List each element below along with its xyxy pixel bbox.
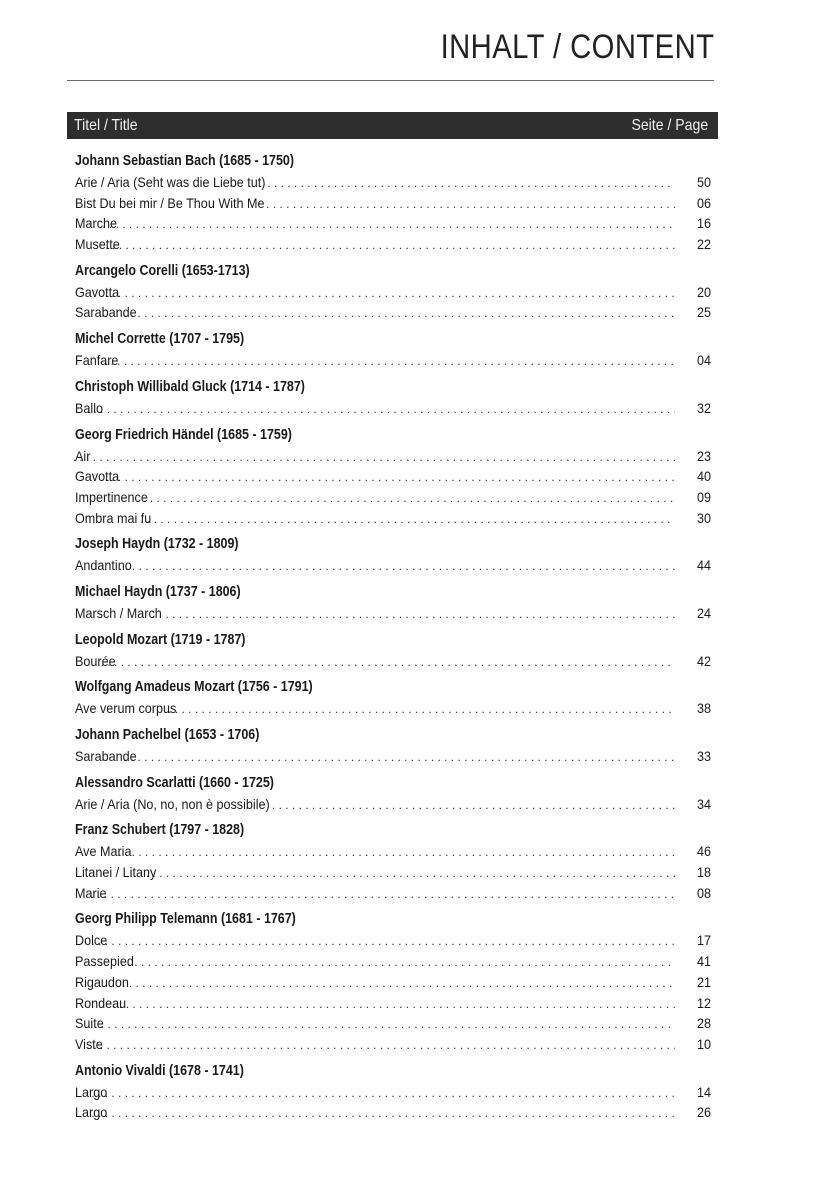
entry-title: Passepied bbox=[75, 953, 134, 970]
entry-title: Viste bbox=[75, 1035, 103, 1052]
entry-page-number: 09 bbox=[696, 488, 711, 505]
entry-page-number: 21 bbox=[696, 973, 711, 990]
dot-leader bbox=[87, 1014, 675, 1035]
entry-page-number: 24 bbox=[696, 604, 711, 621]
entry-page-number: 32 bbox=[696, 399, 711, 416]
dot-leader bbox=[104, 351, 675, 372]
dot-leader bbox=[137, 488, 676, 509]
toc-entry[interactable] bbox=[75, 603, 711, 624]
composer-heading: Alessandro Scarlatti (1660 - 1725) bbox=[75, 774, 274, 791]
entry-title: Musette bbox=[75, 236, 120, 253]
entry-page-number: 20 bbox=[696, 283, 711, 300]
entry-title: Arie / Aria (No, no, non è possibile) bbox=[75, 795, 270, 812]
entry-page-number: 26 bbox=[696, 1104, 711, 1121]
dot-leader bbox=[105, 235, 675, 256]
toc-entry[interactable] bbox=[75, 466, 711, 487]
entry-page-number: 50 bbox=[696, 174, 711, 190]
entry-title: Fanfare bbox=[75, 352, 119, 369]
toc-entry[interactable] bbox=[75, 930, 711, 951]
dot-leader bbox=[272, 795, 675, 816]
entry-title: Impertinence bbox=[75, 488, 148, 505]
dot-leader bbox=[168, 699, 675, 720]
toc-entry[interactable] bbox=[75, 841, 711, 862]
entry-title: Ave Maria bbox=[75, 843, 132, 860]
composer-heading: Arcangelo Corelli (1653-1713) bbox=[75, 262, 250, 279]
composer-heading: Michel Corrette (1707 - 1795) bbox=[75, 331, 245, 348]
toc-entry[interactable] bbox=[75, 555, 711, 576]
toc-entry[interactable] bbox=[75, 487, 711, 508]
toc-entry[interactable] bbox=[75, 193, 711, 214]
entry-title: Suite bbox=[75, 1015, 104, 1032]
toc-entry[interactable] bbox=[75, 302, 711, 323]
entry-page-number: 14 bbox=[696, 1083, 711, 1100]
entry-title: Gavotta bbox=[75, 468, 120, 485]
toc-entry[interactable] bbox=[75, 993, 711, 1014]
entry-page-number: 04 bbox=[696, 352, 711, 369]
entry-page-number: 42 bbox=[696, 652, 711, 669]
entry-page-number: 16 bbox=[696, 215, 711, 232]
dot-leader bbox=[124, 747, 675, 768]
toc-header-bar bbox=[67, 112, 718, 139]
entry-title: Ave verum corpus bbox=[75, 700, 177, 717]
dot-leader bbox=[105, 283, 675, 304]
toc-entry[interactable] bbox=[75, 862, 711, 883]
entry-title: Ombra mai fu bbox=[75, 509, 152, 526]
dot-leader bbox=[152, 604, 675, 625]
dot-leader bbox=[91, 884, 675, 905]
entry-page-number: 33 bbox=[696, 748, 711, 764]
toc-entry[interactable] bbox=[75, 213, 711, 234]
entry-page-number: 23 bbox=[696, 447, 711, 464]
entry-page-number: 46 bbox=[696, 843, 711, 860]
toc-entry[interactable] bbox=[75, 794, 711, 815]
toc-entry[interactable] bbox=[75, 446, 711, 467]
toc-entry[interactable] bbox=[75, 951, 711, 972]
entry-page-number: 30 bbox=[696, 509, 711, 526]
entry-title: Rigaudon bbox=[75, 973, 129, 990]
entry-title: Bourée bbox=[75, 652, 116, 669]
entry-page-number: 17 bbox=[696, 932, 711, 949]
dot-leader bbox=[105, 467, 675, 488]
composer-heading: Wolfgang Amadeus Mozart (1756 - 1791) bbox=[75, 679, 313, 696]
column-header-page: Seite / Page bbox=[631, 116, 708, 134]
toc-entry[interactable] bbox=[75, 746, 711, 767]
toc-entry[interactable] bbox=[75, 398, 711, 419]
dot-leader bbox=[91, 1083, 675, 1104]
toc-entry[interactable] bbox=[75, 350, 711, 371]
entry-page-number: 12 bbox=[696, 994, 711, 1011]
composer-heading: Christoph Willibald Gluck (1714 - 1787) bbox=[75, 378, 305, 395]
dot-leader bbox=[73, 447, 675, 468]
entry-title: Sarabande bbox=[75, 304, 137, 321]
dot-leader bbox=[266, 194, 675, 215]
entry-page-number: 40 bbox=[696, 468, 711, 485]
dot-leader bbox=[146, 863, 675, 884]
composer-heading: Antonio Vivaldi (1678 - 1741) bbox=[75, 1062, 244, 1079]
composer-heading: Johann Pachelbel (1653 - 1706) bbox=[75, 727, 260, 743]
entry-title: Dolce bbox=[75, 932, 108, 949]
dot-leader bbox=[121, 952, 675, 973]
composer-heading: Franz Schubert (1797 - 1828) bbox=[75, 822, 245, 839]
toc-entry[interactable] bbox=[75, 1034, 711, 1055]
entry-title: Marie bbox=[75, 884, 107, 901]
entry-page-number: 38 bbox=[696, 700, 711, 717]
entry-title: Air bbox=[75, 447, 91, 464]
entry-page-number: 25 bbox=[696, 304, 711, 321]
entry-title: Ballo bbox=[75, 399, 104, 416]
dot-leader bbox=[91, 1103, 675, 1124]
dot-leader bbox=[267, 173, 675, 194]
entry-page-number: 10 bbox=[696, 1035, 711, 1052]
composer-heading: Michael Haydn (1737 - 1806) bbox=[75, 583, 241, 600]
entry-page-number: 28 bbox=[696, 1015, 711, 1032]
entry-title: Andantino bbox=[75, 557, 132, 574]
entry-title: Marsch / March bbox=[75, 604, 162, 621]
entry-page-number: 06 bbox=[696, 194, 711, 211]
entry-title: Arie / Aria (Seht was die Liebe tut) bbox=[75, 174, 266, 190]
entry-page-number: 34 bbox=[696, 795, 711, 812]
dot-leader bbox=[140, 509, 675, 530]
dot-leader bbox=[119, 556, 675, 577]
entry-page-number: 22 bbox=[696, 236, 711, 253]
composer-heading: Johann Sebastian Bach (1685 - 1750) bbox=[75, 153, 295, 169]
entry-title: Gavotta bbox=[75, 283, 120, 300]
composer-heading: Leopold Mozart (1719 - 1787) bbox=[75, 631, 246, 648]
entry-page-number: 18 bbox=[696, 864, 711, 881]
dot-leader bbox=[87, 399, 675, 420]
dot-leader bbox=[116, 973, 676, 994]
toc-entry[interactable] bbox=[75, 1013, 711, 1034]
dot-leader bbox=[102, 214, 675, 235]
toc-entry[interactable] bbox=[75, 883, 711, 904]
dot-leader bbox=[118, 842, 675, 863]
toc-entry[interactable] bbox=[75, 172, 711, 193]
dot-leader bbox=[124, 303, 675, 324]
composer-heading: Joseph Haydn (1732 - 1809) bbox=[75, 536, 239, 553]
page-title: INHALT / CONTENT bbox=[440, 28, 714, 66]
entry-title: Marche bbox=[75, 215, 118, 232]
composer-heading: Georg Friedrich Händel (1685 - 1759) bbox=[75, 426, 292, 443]
title-divider bbox=[67, 80, 714, 81]
entry-title: Bist Du bei mir / Be Thou With Me bbox=[75, 194, 265, 211]
toc-entry[interactable] bbox=[75, 698, 711, 719]
composer-heading: Georg Philipp Telemann (1681 - 1767) bbox=[75, 911, 296, 928]
column-header-title: Titel / Title bbox=[74, 116, 138, 134]
dot-leader bbox=[101, 652, 675, 673]
entry-title: Largo bbox=[75, 1104, 108, 1121]
entry-title: Sarabande bbox=[75, 748, 137, 764]
toc-entry[interactable] bbox=[75, 1102, 711, 1123]
entry-page-number: 08 bbox=[696, 884, 711, 901]
toc-entry[interactable] bbox=[75, 234, 711, 255]
dot-leader bbox=[112, 994, 675, 1015]
table-of-contents bbox=[75, 151, 711, 1123]
toc-entry[interactable] bbox=[75, 1082, 711, 1103]
entry-title: Largo bbox=[75, 1083, 108, 1100]
toc-entry[interactable] bbox=[75, 972, 711, 993]
entry-page-number: 41 bbox=[696, 953, 711, 970]
dot-leader bbox=[86, 1035, 675, 1056]
toc-entry[interactable] bbox=[75, 282, 711, 303]
toc-entry[interactable] bbox=[75, 651, 711, 672]
entry-page-number: 44 bbox=[696, 557, 711, 574]
entry-title: Litanei / Litany bbox=[75, 864, 157, 881]
toc-entry[interactable] bbox=[75, 508, 711, 529]
dot-leader bbox=[91, 931, 675, 952]
entry-title: Rondeau bbox=[75, 994, 127, 1011]
